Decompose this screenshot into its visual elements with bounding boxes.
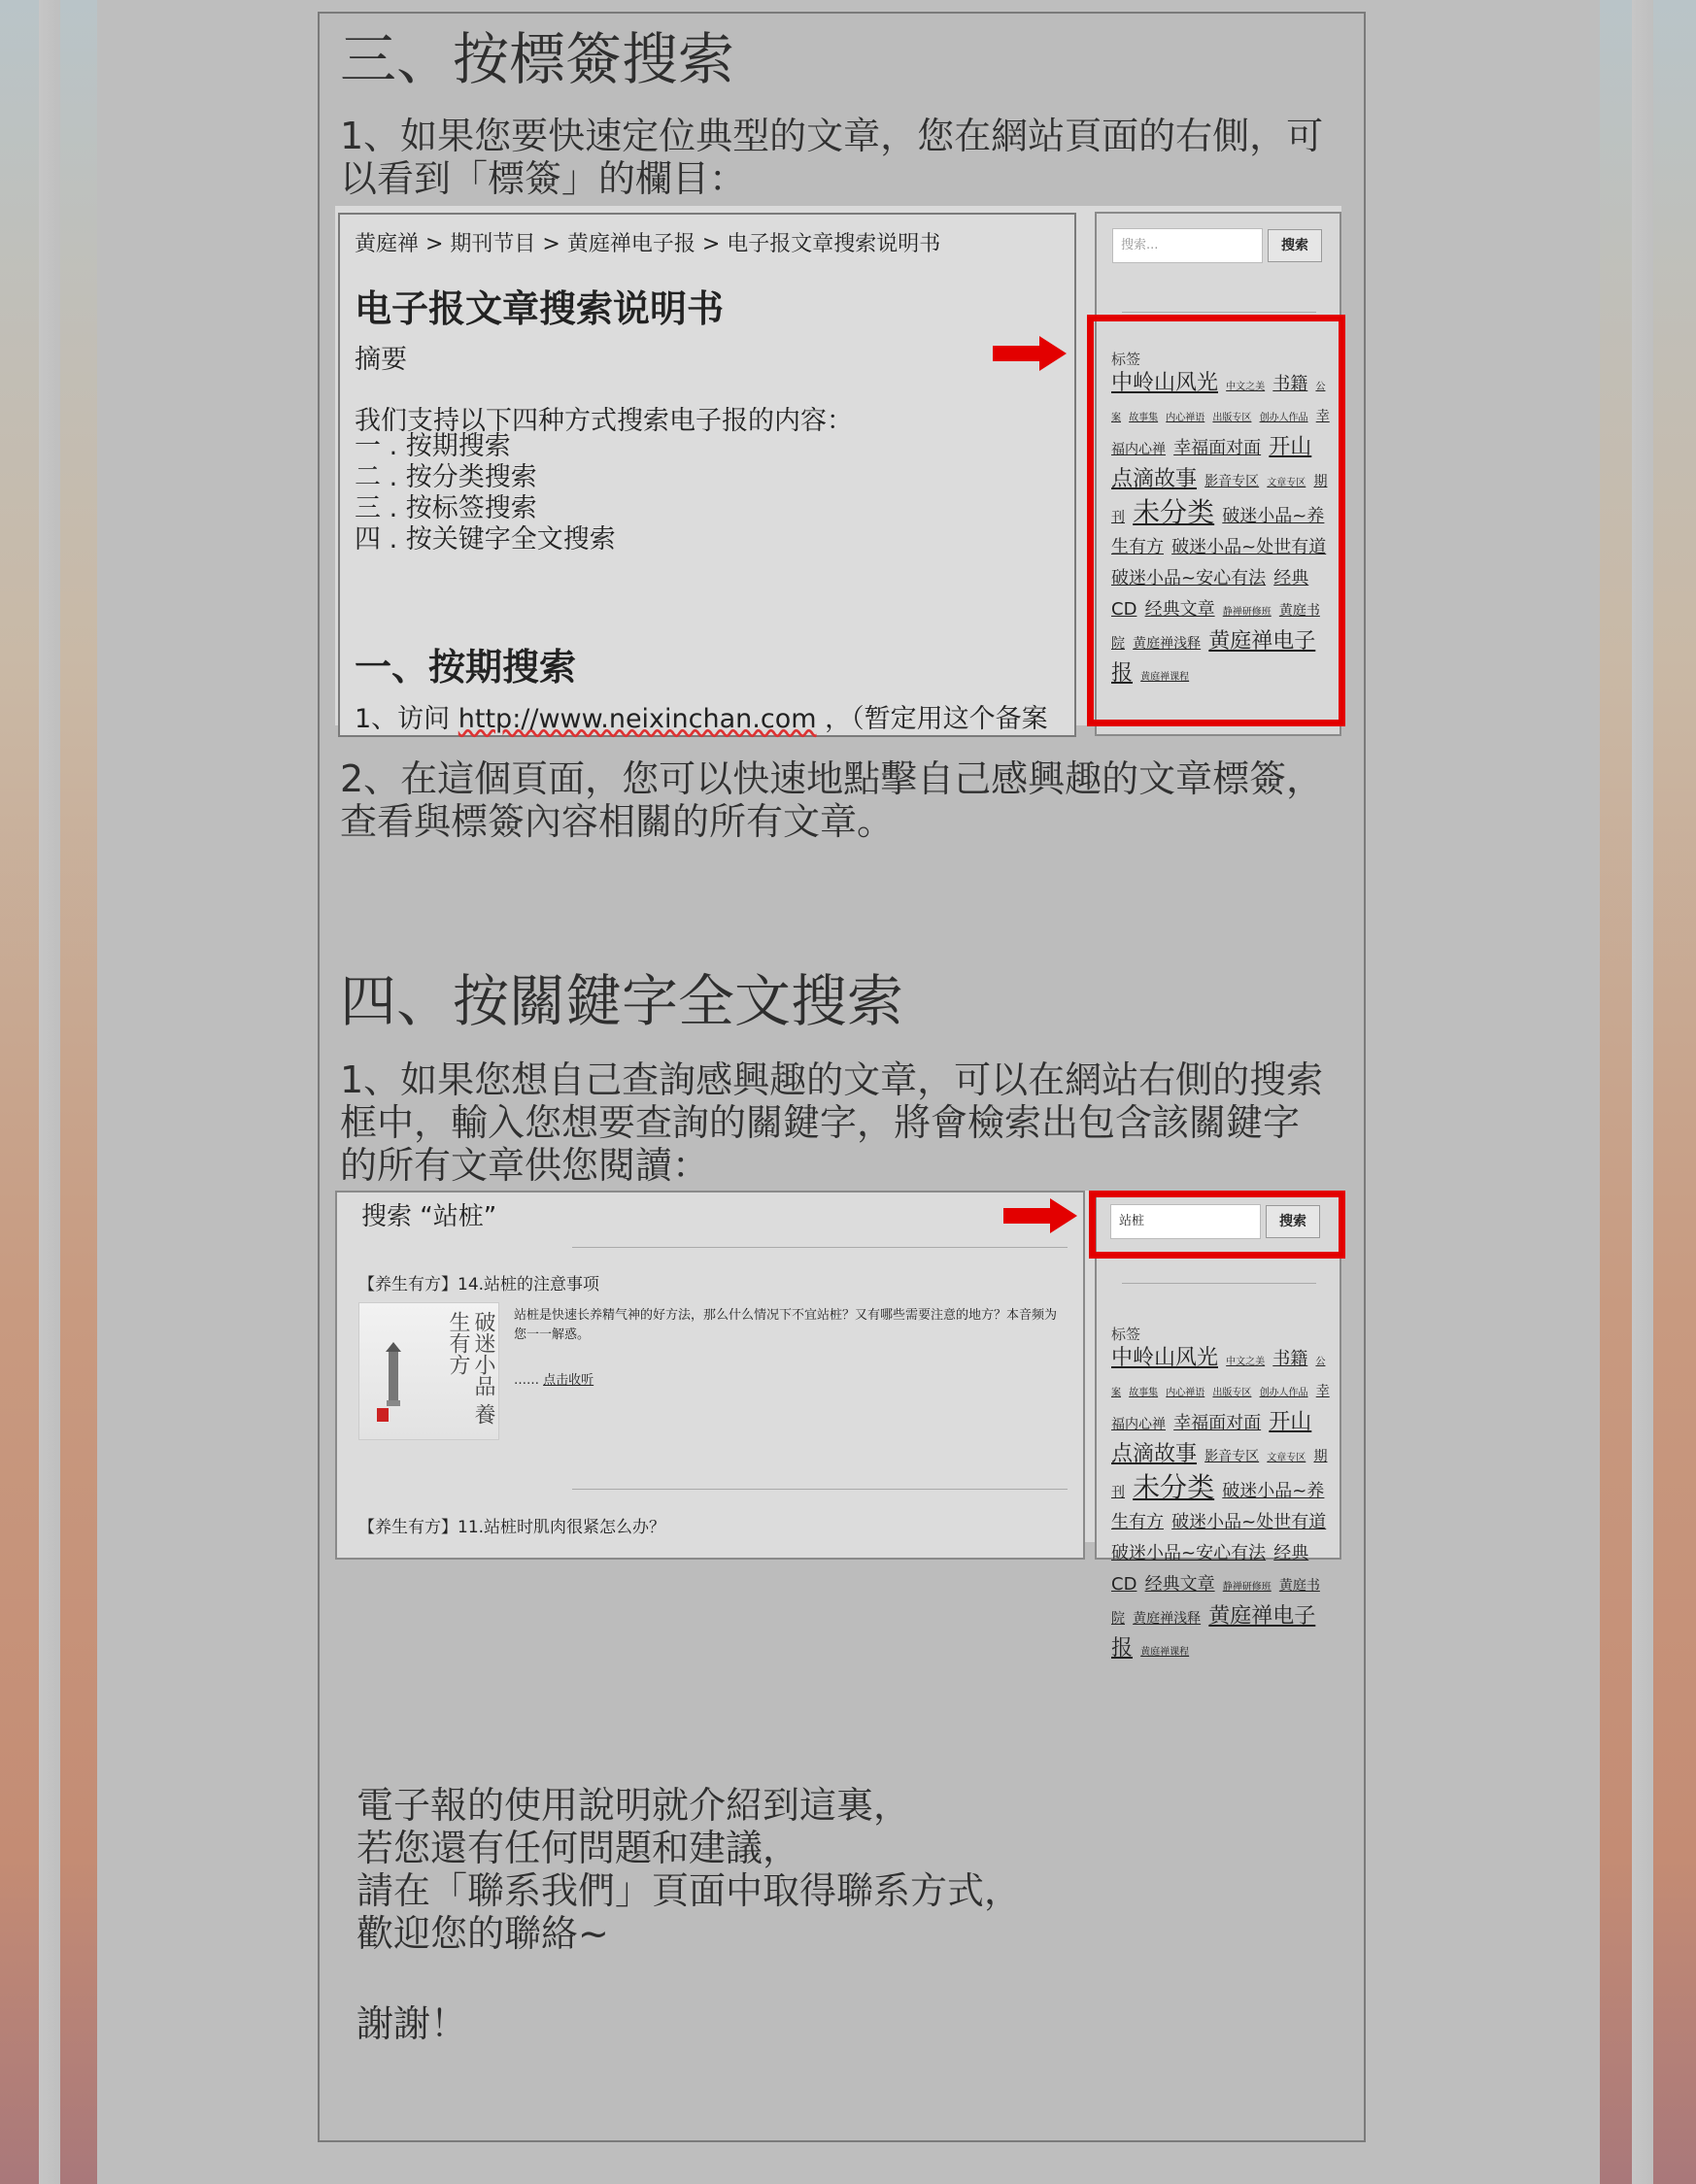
tag-link[interactable]: 经典CD [1111, 1543, 1309, 1595]
section3-para1-line1: 1、如果您要快速定位典型的文章，您在網站頁面的右側，可 [340, 115, 1324, 157]
search-input-filled[interactable]: 站桩 [1110, 1204, 1261, 1239]
tag-link[interactable]: 幸福内心禅 [1111, 1384, 1330, 1432]
tag-screenshot [335, 206, 1341, 734]
section3-para2-line1: 2、在這個頁面，您可以快速地點擊自己感興趣的文章標簽， [340, 757, 1324, 800]
section4-title: 四、按關鍵字全文搜索 [340, 968, 904, 1034]
tag-link[interactable]: 公案 [1111, 382, 1326, 423]
tag-link[interactable]: 静禅研修班 [1222, 1582, 1272, 1593]
tag-link[interactable]: 出版专区 [1212, 413, 1252, 423]
red-arrow-icon [993, 334, 1070, 373]
tag-link[interactable]: 幸福内心禅 [1111, 409, 1330, 457]
tag-cloud [1111, 369, 1331, 692]
tag-link[interactable]: 破迷小品~处世有道 [1171, 1512, 1327, 1532]
tag-link[interactable]: 黄庭禅课程 [1140, 672, 1190, 683]
tag-link[interactable]: 幸福面对面 [1173, 1413, 1262, 1433]
tag-link[interactable]: 黄庭禅电子报 [1111, 629, 1316, 686]
tag-link[interactable]: 黄庭书院 [1111, 1578, 1320, 1627]
results-divider-2 [572, 1489, 1068, 1490]
method-list [355, 431, 616, 555]
more-prefix: …… [514, 1373, 544, 1388]
abstract-label: 摘要 [355, 345, 407, 375]
tag-section-label-2: 标签 [1111, 1326, 1141, 1343]
section-heading: 一、按期搜索 [355, 646, 577, 689]
closing-line5: 謝謝！ [356, 2002, 468, 2045]
search-results-panel [335, 1191, 1085, 1560]
tag-link[interactable]: 期刊 [1111, 1449, 1328, 1500]
sidebar-divider [1122, 312, 1316, 313]
tag-link[interactable]: 中岭山风光 [1111, 371, 1219, 395]
tag-link[interactable]: 静禅研修班 [1222, 607, 1272, 618]
url-suffix: ，（暂定用这个备案 [816, 704, 1048, 734]
tag-cloud-2 [1111, 1344, 1331, 1667]
tag-link[interactable]: 内心禅语 [1166, 1388, 1205, 1398]
closing-line2: 若您還有任何問題和建議， [356, 1827, 800, 1869]
tag-link[interactable]: 文章专区 [1267, 478, 1306, 488]
section4-para1-line1: 1、如果您想自己查詢感興趣的文章，可以在網站右側的搜索 [340, 1058, 1324, 1101]
breadcrumb[interactable]: 黄庭禅 > 期刊节目 > 黄庭禅电子报 > 电子报文章搜索说明书 [355, 232, 941, 256]
tag-link[interactable]: 开山点滴故事 [1111, 435, 1312, 491]
section4-para1-line2: 框中，輸入您想要查詢的關鍵字，將會檢索出包含該關鍵字 [340, 1101, 1301, 1144]
section3-para1-line2: 以看到「標簽」的欄目： [340, 157, 747, 200]
tag-section-label: 标签 [1111, 351, 1141, 368]
closing-line4: 歡迎您的聯絡~ [356, 1912, 609, 1955]
keyword-search-screenshot [335, 1191, 1341, 1661]
tag-link[interactable]: 未分类 [1133, 496, 1215, 528]
tag-link[interactable]: 故事集 [1129, 1388, 1159, 1398]
tag-link[interactable]: 故事集 [1129, 413, 1159, 423]
red-arrow-icon [1003, 1196, 1081, 1235]
tag-link[interactable]: 经典CD [1111, 568, 1309, 620]
tag-link[interactable]: 出版专区 [1212, 1388, 1252, 1398]
tag-link[interactable]: 中岭山风光 [1111, 1346, 1219, 1370]
tag-link[interactable]: 幸福面对面 [1173, 438, 1262, 458]
result-title-2[interactable]: 【养生有方】11.站桩时肌肉很紧怎么办？ [358, 1518, 666, 1537]
result-description-1: 站桩是快速长养精气神的好方法，那么什么情况下不宜站桩？又有哪些需要注意的地方？本音频为您一一解惑。 [514, 1308, 1058, 1342]
tag-link[interactable]: 黄庭禅电子报 [1111, 1604, 1316, 1661]
tag-link[interactable]: 中文之美 [1226, 1357, 1266, 1367]
closing-line3: 請在「聯系我們」頁面中取得聯系方式， [356, 1869, 1022, 1912]
url-line [355, 697, 1048, 735]
closing-line1: 電子報的使用說明就介紹到這裏， [356, 1784, 911, 1827]
tag-link[interactable]: 中文之美 [1226, 382, 1266, 392]
url-prefix: 1、访问 [355, 704, 458, 734]
result-thumbnail[interactable] [358, 1302, 499, 1440]
tag-link[interactable]: 经典文章 [1144, 599, 1215, 620]
section3-para2-line2: 查看與標簽內容相關的所有文章。 [340, 800, 895, 843]
list-item: 二 . 按分类搜索 [355, 462, 537, 492]
result-title-1[interactable]: 【养生有方】14.站桩的注意事项 [358, 1275, 600, 1294]
article-title: 电子报文章搜索说明书 [355, 287, 725, 330]
tag-link[interactable]: 开山点滴故事 [1111, 1410, 1312, 1466]
tag-link[interactable]: 文章专区 [1267, 1453, 1306, 1463]
right-edge-strip [1632, 0, 1653, 2184]
tag-link[interactable]: 未分类 [1133, 1471, 1215, 1503]
tag-link[interactable]: 破迷小品~安心有法 [1111, 1543, 1267, 1563]
tag-link[interactable]: 破迷小品~养生有方 [1111, 1481, 1325, 1532]
thumbnail-caption: 破迷小品 養生有方 [446, 1311, 495, 1425]
site-link[interactable]: http://www.neixinchan.com [458, 704, 817, 734]
search-input[interactable]: 搜索... [1112, 228, 1263, 263]
intro-text: 我们支持以下四种方式搜索电子报的内容： [355, 406, 853, 436]
search-results-title: 搜索 “站桩” [361, 1202, 497, 1231]
results-divider [572, 1247, 1068, 1248]
listen-link[interactable]: 点击收听 [543, 1373, 594, 1388]
tag-link[interactable]: 影音专区 [1204, 1449, 1260, 1464]
tag-link[interactable]: 创办人作品 [1259, 1388, 1308, 1398]
tag-link[interactable]: 期刊 [1111, 474, 1328, 525]
tag-link[interactable]: 破迷小品~处世有道 [1171, 537, 1327, 557]
tag-link[interactable]: 黄庭禅浅释 [1133, 1611, 1202, 1627]
result-more-1 [514, 1369, 594, 1388]
list-item: 四 . 按关键字全文搜索 [355, 524, 616, 554]
tag-link[interactable]: 黄庭书院 [1111, 603, 1320, 652]
left-edge-strip [39, 0, 60, 2184]
sidebar-divider-2 [1122, 1283, 1316, 1284]
list-item: 三 . 按标签搜索 [355, 493, 537, 523]
tag-link[interactable]: 影音专区 [1204, 474, 1260, 489]
tag-link[interactable]: 书籍 [1272, 1349, 1308, 1369]
tag-link[interactable]: 内心禅语 [1166, 413, 1205, 423]
tag-link[interactable]: 经典文章 [1144, 1574, 1215, 1595]
tag-link[interactable]: 公案 [1111, 1357, 1326, 1398]
tag-link[interactable]: 创办人作品 [1259, 413, 1308, 423]
search-button-2[interactable]: 搜索 [1266, 1205, 1320, 1238]
tag-link[interactable]: 破迷小品~安心有法 [1111, 568, 1267, 588]
tag-link[interactable]: 书籍 [1272, 374, 1308, 394]
section3-title: 三、按標簽搜索 [340, 26, 735, 92]
tag-link[interactable]: 黄庭禅浅释 [1133, 636, 1202, 652]
tag-link[interactable]: 破迷小品~养生有方 [1111, 506, 1325, 557]
list-item: 一 . 按期搜索 [355, 431, 511, 461]
section4-para1-line3: 的所有文章供您閱讀： [340, 1144, 710, 1187]
tag-link[interactable]: 黄庭禅课程 [1140, 1647, 1190, 1658]
search-button[interactable]: 搜索 [1268, 229, 1322, 262]
article-panel [338, 213, 1076, 737]
